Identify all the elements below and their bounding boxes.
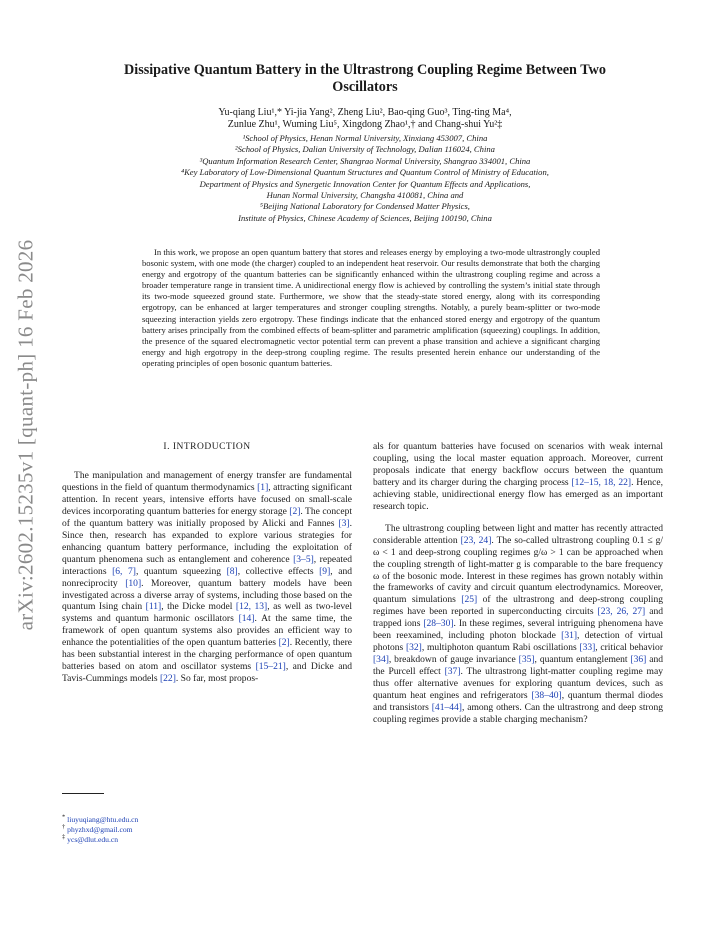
right-column bbox=[373, 441, 663, 726]
citation-link[interactable]: [11] bbox=[145, 601, 162, 613]
email-link[interactable]: ycs@dlut.edu.cn bbox=[67, 835, 119, 845]
intro-paragraph-2: The ultrastrong coupling between light and matter has recently attracted considerable attention [23, 24]. The so-called ultrastrong coupling 0.1 ≤ g/ω < 1 and deep-strong coupling regimes g/ω > 1 can be approached when the coupling strength of light-matter g is comparable to the bare frequency ω of the bosonic mode. Interest in these regimes has grown notably within the frameworks of cavity and circuit quantum electrodynamics. Moreover, quantum simulations [25] of the ultrastrong and deep-strong coupling regimes have been reported in superconducting circuits [23, 26, 27] and trapped ions [28–30]. In these regimes, several intriguing phenomena have been reexamined, including photon blockade [31], detection of virtual photons [32], multiphoton quantum Rabi oscillations [33], critical behavior [34], breakdown of gauge invariance [35], quantum entanglement [36] and the Purcell effect [37]. The ultrastrong light-matter coupling regime may thus offer alternative avenues for exploring quantum devices, such as quantum heat engines and refrigerators [38–40], quantum thermal diodes and transistors [41–44], among others. Can the ultrastrong and deep strong coupling regimes provide a stable charging mechanism? bbox=[373, 522, 664, 725]
affiliation-3: ³Quantum Information Research Center, Shangrao Normal University, Shangrao 334001, China bbox=[199, 155, 531, 166]
author-list bbox=[90, 107, 640, 131]
citation-link[interactable]: [14] bbox=[238, 613, 255, 625]
arxiv-identifier bbox=[6, 239, 46, 631]
citation-link[interactable]: [35] bbox=[518, 654, 535, 666]
citation-link[interactable]: [22] bbox=[159, 673, 176, 685]
citation-link[interactable]: [34] bbox=[373, 654, 389, 666]
citation-link[interactable]: [8] bbox=[226, 565, 238, 577]
intro-paragraph-1: The manipulation and management of energy transfer are fundamental questions in the field of quantum thermodynamics [1], attracting significant attention. In recent years, intensive efforts have focused on small-scale devices incorporating quantum batteries for energy storage [2]. The concept of the quantum battery was initially proposed by Alicki and Fannes [3]. Since then, research has expanded to explore various strategies for enhancing quantum battery performance, including the exploitation of quantum phenomena such as entanglement and coherence [3–5], repeated interactions [6, 7], quantum squeezing [8], collective effects [9], and nonreciprocity [10]. Moreover, quantum battery models have been investigated across a diverse array of systems, including those based on the quantum Ising chain [11], the Dicke model [12, 13], as well as two-level systems and quantum harmonic oscillators [14]. At the same time, the framework of open quantum systems also provides an efficient way to enhance the potentialities of the open quantum batteries [2]. Recently, there has been substantial interest in the charging performance of open quantum batteries based on atom and oscillator systems [15–21], and Dicke and Tavis-Cummings models [22]. So far, most propos- bbox=[62, 470, 353, 685]
email-link[interactable]: liuyuqiang@htu.edu.cn bbox=[67, 815, 139, 824]
paper-title bbox=[80, 62, 650, 95]
email-link[interactable]: phyzhxd@gmail.com bbox=[67, 825, 133, 835]
citation-link[interactable]: [23, 24] bbox=[460, 534, 492, 546]
affiliation-5: ⁵Beijing National Laboratory for Condensed Matter Physics, bbox=[260, 201, 470, 212]
abstract: In this work, we propose an open quantum battery that stores and releases energy by employing a two-mode ultrastrongly coupled bosonic system, with one mode (the charger) coupled to an independent heat reservoir. Our results demonstrate that both the charging energy and ergotropy of the quantum batteries can be significantly enhanced within the ultrastrong coupling regime and across a broader temperature range in transient time. A unidirectional energy flow is achieved by controlling the system’s initial state through its two-mode squeezed ground state. Furthermore, we show that the steady-state stored energy, along with its corresponding ergotropy, can be enhanced at larger temperatures and stronger coupling strengths. Notably, a purely beam-splitter or two-mode squeezing interaction yields zero ergotropy. These findings indicate that the enhanced stored energy and ergotropy of the quantum battery arises principally from the combined effects of beam-splitter and parametric amplification (squeezing) couplings. In addition, the presence of the squared electromagnetic vector potential term can prevent a phase transition and achieve a significant charging energy and high ergotropy in the deep-strong coupling regime. The results presented herein enhance our understanding of the operating principles of open bosonic quantum batteries. bbox=[142, 247, 600, 368]
citation-link[interactable]: [41–44] bbox=[431, 702, 462, 714]
citation-link[interactable]: [15–21] bbox=[255, 661, 286, 673]
citation-link[interactable]: [1] bbox=[257, 481, 269, 493]
citation-link[interactable]: [33] bbox=[579, 642, 596, 654]
affiliation-4: ⁴Key Laboratory of Low-Dimensional Quantum Structures and Quantum Control of Ministry of Education, bbox=[181, 167, 549, 178]
citation-link[interactable]: [3–5] bbox=[293, 553, 314, 565]
title-line-1: Dissipative Quantum Battery in the Ultrastrong Coupling Regime Between Two bbox=[124, 62, 606, 78]
footnotes bbox=[62, 815, 138, 846]
citation-link[interactable]: [10] bbox=[125, 577, 142, 589]
affiliations bbox=[80, 133, 650, 224]
affiliation-4-cont2: Hunan Normal University, Changsha 410081, China and bbox=[266, 190, 464, 201]
citation-link[interactable]: [6, 7] bbox=[112, 565, 136, 577]
left-column bbox=[62, 470, 352, 685]
affiliation-2: ²School of Physics, Dalian University of Technology, Dalian 116024, China bbox=[235, 144, 495, 155]
section-heading-introduction: I. INTRODUCTION bbox=[163, 442, 251, 452]
arxiv-identifier-text: arXiv:2602.15235v1 [quant-ph] 16 Feb 2026 bbox=[13, 239, 38, 631]
citation-link[interactable]: [31] bbox=[561, 630, 578, 642]
citation-link[interactable]: [3] bbox=[338, 517, 350, 529]
affiliation-4-cont: Department of Physics and Synergetic Innovation Center for Quantum Effects and Applications, bbox=[199, 178, 531, 189]
citation-link[interactable]: [25] bbox=[461, 594, 478, 606]
citation-link[interactable]: [12–15, 18, 22] bbox=[571, 476, 632, 488]
authors-line-2: Zunlue Zhu¹, Wuming Liu⁵, Xingdong Zhao¹,† and Chang-shui Yu²‡ bbox=[227, 119, 503, 131]
affiliation-5-cont: Institute of Physics, Chinese Academy of Sciences, Beijing 100190, China bbox=[238, 212, 492, 223]
citation-link[interactable]: [2] bbox=[278, 637, 290, 649]
footnote-divider bbox=[62, 793, 104, 794]
citation-link[interactable]: [12, 13] bbox=[235, 601, 268, 613]
footnote-1: * liuyuqiang@htu.edu.cn bbox=[62, 813, 139, 824]
citation-link[interactable]: [37] bbox=[444, 666, 461, 678]
footnote-3: ‡ ycs@dlut.edu.cn bbox=[62, 833, 119, 845]
citation-link[interactable]: [38–40] bbox=[531, 690, 562, 702]
title-line-2: Oscillators bbox=[332, 78, 398, 95]
citation-link[interactable]: [32] bbox=[405, 642, 422, 654]
intro-paragraph-1-cont: als for quantum batteries have focused on scenarios with weak internal coupling, using the local master equation approach. Moreover, current proposals indicate that energy backflow occurs between the quantum battery and its charger during the charging process [12–15, 18, 22]. Hence, achieving stable, unidirectional energy flow has emerged as an important research topic. bbox=[373, 441, 664, 512]
affiliation-1: ¹School of Physics, Henan Normal University, Xinxiang 453007, China bbox=[242, 133, 488, 143]
citation-link[interactable]: [2] bbox=[289, 505, 301, 517]
footnote-2: † phyzhxd@gmail.com bbox=[62, 823, 133, 835]
citation-link[interactable]: [28–30] bbox=[423, 618, 454, 630]
authors-line-1: Yu-qiang Liu¹,* Yi-jia Yang², Zheng Liu², Bao-qing Guo³, Ting-ting Ma⁴, bbox=[218, 107, 512, 118]
citation-link[interactable]: [9] bbox=[319, 565, 331, 577]
citation-link[interactable]: [36] bbox=[630, 654, 647, 666]
citation-link[interactable]: [23, 26, 27] bbox=[597, 606, 646, 618]
